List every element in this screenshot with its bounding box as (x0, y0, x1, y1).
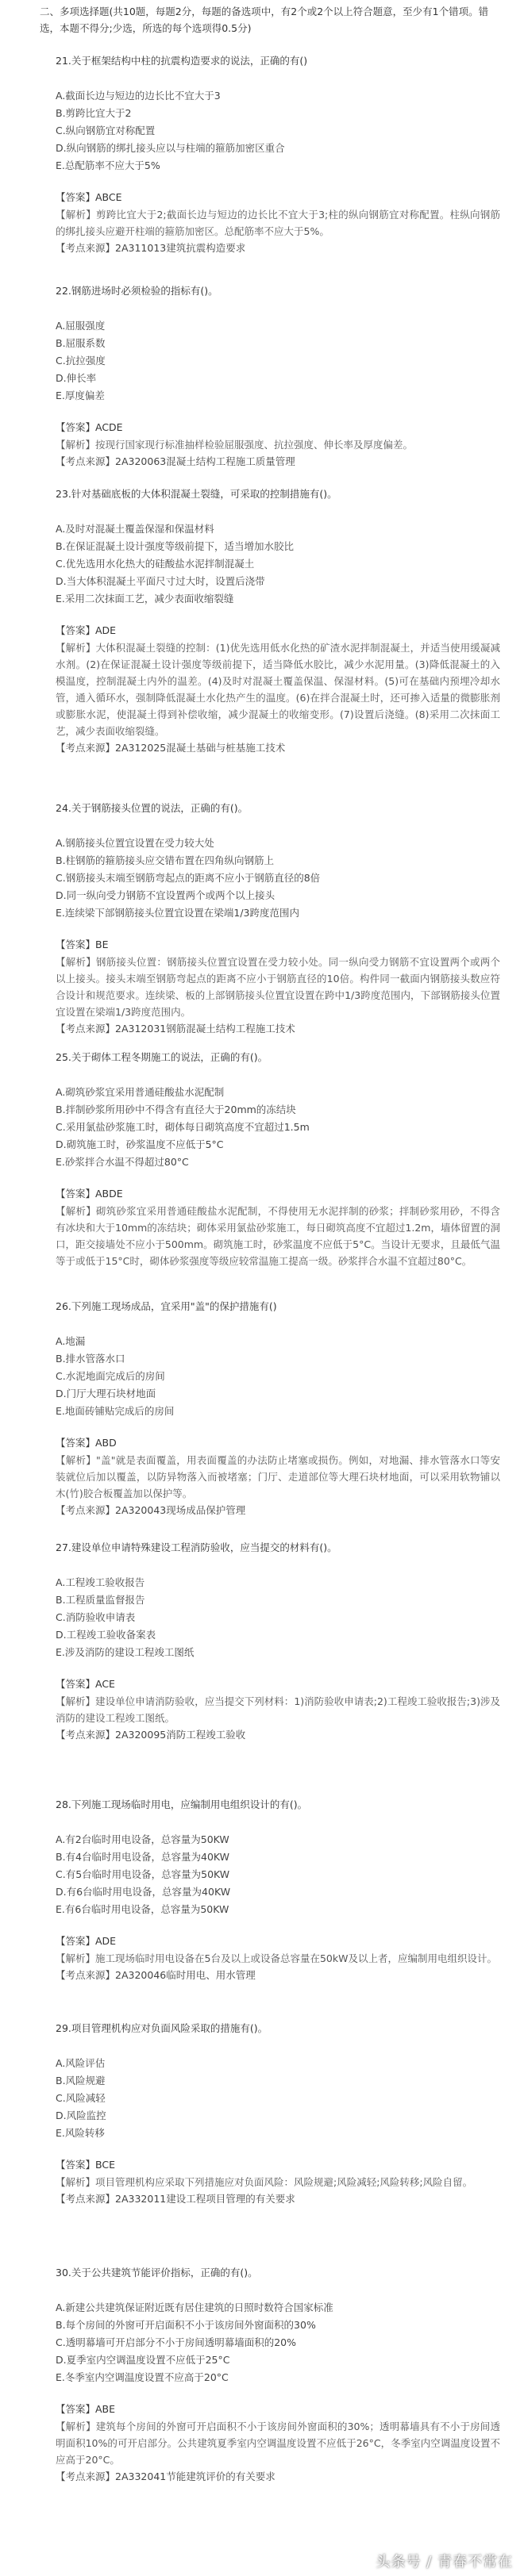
question-title: 21.关于框架结构中柱的抗震构造要求的说法，正确的有() (56, 55, 308, 67)
option-item: B.每个房间的外窗可开启面积不小于该房间外窗面积的30% (56, 2319, 316, 2331)
option-item: B.拌制砂浆所用砂中不得含有直径大于20mm的冻结块 (56, 1104, 296, 1115)
option-item: E.涉及消防的建设工程竣工图纸 (56, 1646, 195, 1658)
option-item: A.工程竣工验收报告 (56, 1576, 145, 1588)
option-item: A.钢筋接头位置宜设置在受力较大处 (56, 837, 214, 849)
option-item: D.伸长率 (56, 372, 97, 384)
option-list (56, 2299, 500, 2386)
question-title: 22.钢筋进场时必须检验的指标有()。 (56, 285, 218, 297)
option-item: E.砂浆拌合水温不得超过80°C (56, 1156, 189, 1168)
question-title: 27.建设单位申请特殊建设工程消防验收，应当提交的材料有()。 (56, 1541, 337, 1553)
option-item: A.砌筑砂浆宜采用普通硅酸盐水泥配制 (56, 1086, 225, 1098)
explanation-text: 【解析】建筑每个房间的外窗可开启面积不小于该房间外窗面积的30%；透明幕墙具有不小于房间透明面积10%的可开启部分。公共建筑夏季室内空调温度设置不应低于26°C，冬季室内空调温度设置不应高于20°C。 (56, 2421, 500, 2466)
option-item: B.排水管落水口 (56, 1353, 125, 1365)
option-item: A.风险评估 (56, 2057, 106, 2069)
option-item: D.门厅大理石块材地面 (56, 1388, 156, 1399)
option-item: E.地面砖铺贴完成后的房间 (56, 1405, 175, 1417)
option-item: C.消防验收申请表 (56, 1611, 136, 1623)
answer-line: 【答案】ABE (56, 2403, 116, 2415)
option-item: C.风险减轻 (56, 2092, 106, 2104)
option-item: C.钢筋接头末端至钢筋弯起点的距离不应小于钢筋直径的8倍 (56, 872, 321, 884)
source-line: 【考点来源】2A320063混凝土结构工程施工质量管理 (56, 455, 295, 467)
question-block (56, 1298, 500, 1519)
explanation-text: 【解析】剪跨比宜大于2;截面长边与短边的边长比不宜大于3;柱的纵向钢筋宜对称配置。柱纵向钢筋的绑扎接头应避开柱端的箍筋加密区。总配筋率不应大于5%。 (56, 209, 500, 237)
question-block (56, 1796, 500, 1984)
option-list (56, 520, 500, 608)
answer-line: 【答案】ABD (56, 1437, 117, 1449)
option-item: E.有6台临时用电设备，总容量为50KW (56, 1903, 229, 1915)
option-item: D.砌筑施工时，砂浆温度不应低于5°C (56, 1138, 224, 1150)
source-line: 【考点来源】2A312031钢筋混凝土结构工程施工技术 (56, 1023, 295, 1035)
option-item: A.及时对混凝土覆盖保湿和保温材料 (56, 523, 214, 535)
answer-line: 【答案】ACE (56, 1678, 115, 1690)
question-title: 29.项目管理机构应对负面风险采取的措施有()。 (56, 2022, 268, 2034)
question-title: 28.下列施工现场临时用电，应编制用电组织设计的有()。 (56, 1799, 308, 1810)
option-list (56, 317, 500, 405)
question-block (56, 52, 500, 257)
option-item: A.有2台临时用电设备，总容量为50KW (56, 1833, 229, 1845)
option-item: A.地漏 (56, 1335, 86, 1347)
option-item: C.采用氯盐砂浆施工时，砌体每日砌筑高度不宜超过1.5m (56, 1121, 310, 1133)
source-line: 【考点来源】2A332011建设工程项目管理的有关要求 (56, 2193, 295, 2205)
option-item: D.工程竣工验收备案表 (56, 1629, 156, 1641)
option-item: D.有6台临时用电设备，总容量为40KW (56, 1886, 231, 1898)
answer-line: 【答案】ABCE (56, 191, 122, 203)
option-item: D.当大体积混凝土平面尺寸过大时，设置后浇带 (56, 575, 265, 587)
option-item: B.柱钢筋的箍筋接头应交错布置在四角纵向钢筋上 (56, 854, 275, 866)
explanation-text: 【解析】施工现场临时用电设备在5台及以上或设备总容量在50kW及以上者，应编制用电组织设计。 (56, 1952, 497, 1964)
option-item: C.水泥地面完成后的房间 (56, 1370, 165, 1382)
option-item: E.采用二次抹面工艺，减少表面收缩裂缝 (56, 593, 234, 605)
option-item: C.透明幕墙可开启部分不小于房间透明幕墙面积的20% (56, 2336, 296, 2348)
watermark: 头条号 / 青春不常在 (376, 2554, 513, 2570)
answer-line: 【答案】BE (56, 939, 109, 950)
option-list (56, 835, 500, 922)
answer-line: 【答案】ACDE (56, 421, 123, 433)
option-item: B.剪跨比宜大于2 (56, 107, 132, 119)
option-item: C.优先选用水化热大的硅酸盐水泥拌制混凝土 (56, 558, 255, 570)
option-item: E.冬季室内空调温度设置不应高于20°C (56, 2371, 229, 2383)
option-item: D.纵向钢筋的绑扎接头应以与柱端的箍筋加密区重合 (56, 142, 285, 154)
question-block (56, 2264, 500, 2486)
source-line: 【考点来源】2A312025混凝土基础与桩基施工技术 (56, 742, 286, 754)
question-block (56, 2020, 500, 2208)
question-block (56, 1049, 500, 1269)
option-item: C.抗拉强度 (56, 355, 106, 367)
explanation-text: 【解析】建设单位申请消防验收，应当提交下列材料：1)消防验收申请表;2)工程竣工验收报告;3)涉及消防的建设工程竣工图纸。 (56, 1695, 500, 1724)
option-item: B.风险规避 (56, 2075, 106, 2087)
question-block (56, 282, 500, 470)
option-item: C.纵向钢筋宜对称配置 (56, 125, 156, 136)
option-item: A.屈服强度 (56, 320, 106, 332)
source-line: 【考点来源】2A320043现场成品保护管理 (56, 1504, 246, 1516)
source-line: 【考点来源】2A320095消防工程竣工验收 (56, 1729, 246, 1741)
explanation-text: 【解析】钢筋接头位置：钢筋接头位置宜设置在受力较小处。同一纵向受力钢筋不宜设置两个或两个以上接头。接头末端至钢筋弯起点的距离不应小于钢筋直径的10倍。构件同一截面内钢筋接头数应符合设计和规范要求。连续梁、板的上部钢筋接头位置宜设置在跨中1/3跨度范围内，下部钢筋接头位置宜设置在梁端1/3跨度范围内。 (56, 956, 500, 1018)
section-intro: 二、多项选择题(共10题，每题2分，每题的备选项中，有2个或2个以上符合题意，至少有1个错项。错选，本题不得分;少选，所选的每个选项得0.5分) (40, 6, 489, 34)
option-item: B.屈服系数 (56, 337, 106, 349)
option-item: E.厚度偏差 (56, 390, 105, 401)
question-title: 30.关于公共建筑节能评价指标，正确的有()。 (56, 2267, 258, 2278)
option-item: C.有5台临时用电设备，总容量为50KW (56, 1868, 230, 1880)
option-list (56, 87, 500, 175)
question-title: 25.关于砌体工程冬期施工的说法，正确的有()。 (56, 1051, 268, 1063)
explanation-text: 【解析】按现行国家现行标准抽样检验屈服强度、抗拉强度、伸长率及厚度偏差。 (56, 439, 414, 451)
question-block (56, 486, 500, 757)
explanation-text: 【解析】砌筑砂浆宜采用普通硅酸盐水泥配制，不得使用无水泥拌制的砂浆；拌制砂浆用砂，不得含有冰块和大于10mm的冻结块；砌体采用氯盐砂浆施工，每日砌筑高度不宜超过1.2m，墙体留置的洞口，距交接墙处不应小于500mm。砌筑施工时，砂浆温度不应低于5°C。当设计无要求，且最低气温等于或低于15°C时，砌体砂浆强度等级应较常温施工提高一级。砂浆拌合水温不宜超过80°C。 (56, 1205, 500, 1267)
option-item: E.连续梁下部钢筋接头位置宜设置在梁端1/3跨度范围内 (56, 907, 299, 919)
option-list (56, 1333, 500, 1420)
source-line: 【考点来源】2A311013建筑抗震构造要求 (56, 242, 246, 254)
option-list (56, 1084, 500, 1171)
option-item: E.总配筋率不应大于5% (56, 159, 160, 171)
option-item: E.风险转移 (56, 2127, 105, 2139)
question-title: 26.下列施工现场成品，宜采用"盖"的保护措施有() (56, 1300, 277, 1312)
option-item: B.工程质量监督报告 (56, 1594, 145, 1606)
option-list (56, 2055, 500, 2142)
answer-line: 【答案】ADE (56, 624, 117, 636)
option-item: D.夏季室内空调温度设置不应低于25°C (56, 2354, 230, 2366)
option-list (56, 1831, 500, 1918)
question-block (56, 1539, 500, 1744)
explanation-text: 【解析】大体积混凝土裂缝的控制：(1)优先选用低水化热的矿渣水泥拌制混凝土，并适当使用缓凝减水剂。(2)在保证混凝土设计强度等级前提下，适当降低水胶比，减少水泥用量。(3)降低混凝土的入模温度，控制混凝土内外的温差。(4)及时对混凝土覆盖保温、保湿材料。(5)可在基础内预埋冷却水管，通入循环水，强制降低混凝土水化热产生的温度。(6)在拌合混凝土时，还可掺入适量的微膨胀剂或膨胀水泥，使混凝土得到补偿收缩，减少混凝土的收缩变形。(7)设置后浇缝。(8)采用二次抹面工艺，减少表面收缩裂缝。 (56, 642, 500, 737)
option-item: A.截面长边与短边的边长比不宜大于3 (56, 90, 221, 102)
answer-line: 【答案】ADE (56, 1935, 117, 1947)
answer-line: 【答案】ABDE (56, 1188, 123, 1200)
question-title: 24.关于钢筋接头位置的说法，正确的有()。 (56, 802, 249, 814)
question-title: 23.针对基础底板的大体积混凝土裂缝，可采取的控制措施有()。 (56, 488, 337, 500)
option-item: D.风险监控 (56, 2110, 106, 2121)
explanation-text: 【解析】项目管理机构应采取下列措施应对负面风险：风险规避;风险减轻;风险转移;风险自留。 (56, 2176, 473, 2188)
source-line: 【考点来源】2A320046临时用电、用水管理 (56, 1969, 256, 1981)
answer-line: 【答案】BCE (56, 2159, 115, 2171)
explanation-text: 【解析】"盖"就是表面覆盖，用表面覆盖的办法防止堵塞或损伤。例如，对地漏、排水管落水口等安装就位后加以覆盖，以防异物落入而被堵塞；门厅、走道部位等大理石块材地面，可以采用软物铺以木(竹)胶合板覆盖加以保护等。 (56, 1454, 500, 1499)
source-line: 【考点来源】2A332041节能建筑评价的有关要求 (56, 2470, 275, 2482)
option-list (56, 1574, 500, 1661)
option-item: A.新建公共建筑保证附近既有居住建筑的日照时数符合国家标准 (56, 2302, 333, 2313)
question-block (56, 800, 500, 1038)
option-item: B.有4台临时用电设备，总容量为40KW (56, 1851, 230, 1863)
option-item: D.同一纵向受力钢筋不宜设置两个或两个以上接头 (56, 889, 275, 901)
option-item: B.在保证混凝土设计强度等级前提下，适当增加水胶比 (56, 540, 295, 552)
